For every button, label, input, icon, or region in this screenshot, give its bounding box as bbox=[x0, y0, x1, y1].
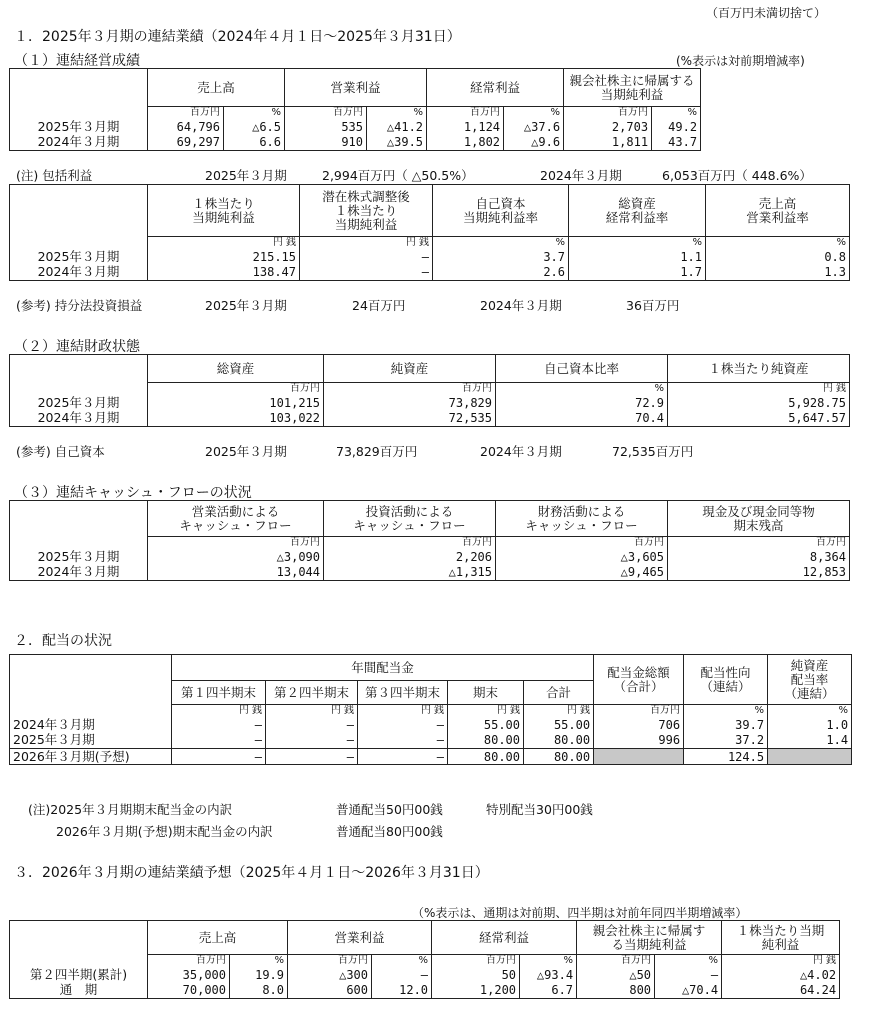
row-label: 2025年３月期 bbox=[10, 249, 148, 265]
header-line: 親会社株主に帰属する bbox=[569, 72, 695, 88]
header-line: 純資産 bbox=[790, 657, 829, 673]
column-header bbox=[148, 185, 300, 237]
row-label: 2024年３月期 bbox=[10, 265, 148, 281]
column-header bbox=[433, 185, 569, 237]
column-header bbox=[594, 655, 684, 705]
value-cell: 8.0 bbox=[230, 983, 288, 999]
value-cell: 5,647.57 bbox=[668, 411, 850, 427]
value-cell: 72.9 bbox=[496, 395, 668, 411]
header-line: 営業利益 bbox=[334, 929, 385, 945]
value-cell: △37.6 bbox=[504, 119, 564, 135]
corner-cell bbox=[10, 355, 148, 383]
column-header: 営業利益 bbox=[285, 69, 427, 107]
unit-note: （百万円未満切捨て） bbox=[706, 6, 827, 20]
header-line: 営業活動による bbox=[191, 503, 280, 519]
header-line: 配当率 bbox=[790, 671, 829, 687]
equity-method-value: 36百万円 bbox=[626, 298, 680, 313]
column-header bbox=[148, 921, 288, 955]
forecast-table bbox=[9, 920, 840, 999]
header-line: 当期純利益率 bbox=[462, 209, 538, 225]
value-cell: 1,124 bbox=[427, 119, 504, 135]
value-cell: 55.00 bbox=[448, 717, 524, 733]
unit-cell: 百万円 bbox=[324, 383, 496, 395]
per-share-table bbox=[9, 184, 850, 281]
unit-cell: % bbox=[496, 383, 668, 395]
comprehensive-income-value: 2,994百万円（ △50.5%） bbox=[322, 168, 474, 183]
value-cell: — bbox=[300, 265, 433, 281]
header-line: 期末残高 bbox=[733, 517, 784, 533]
unit-cell: 円 銭 bbox=[300, 237, 433, 249]
unit-cell: % bbox=[569, 237, 706, 249]
value-cell: 1,200 bbox=[432, 983, 520, 999]
dividend-note: 普通配当50円00銭 bbox=[336, 802, 443, 817]
column-header bbox=[569, 185, 706, 237]
value-cell: 1.7 bbox=[569, 265, 706, 281]
unit-cell: 百万円 bbox=[148, 537, 324, 549]
corner-cell bbox=[10, 185, 148, 237]
row-label: 2024年３月期 bbox=[10, 411, 148, 427]
unit-cell: % bbox=[433, 237, 569, 249]
value-cell: 55.00 bbox=[524, 717, 594, 733]
value-cell: 535 bbox=[285, 119, 367, 135]
column-header: 純資産 bbox=[324, 355, 496, 383]
cash-flow-table bbox=[9, 500, 850, 581]
value-cell: 64.24 bbox=[722, 983, 840, 999]
header-line: 財務活動による bbox=[537, 503, 626, 519]
value-cell: 49.2 bbox=[652, 119, 701, 135]
period-label: 2025年３月期 bbox=[205, 168, 287, 183]
dividend-note: 特別配当30円00銭 bbox=[486, 802, 593, 817]
row-label: 通 期 bbox=[10, 983, 148, 999]
column-header: 総資産 bbox=[148, 355, 324, 383]
corner-cell bbox=[10, 69, 148, 107]
unit-cell: 百万円 bbox=[496, 537, 668, 549]
value-cell: 2,206 bbox=[324, 549, 496, 565]
header-line: 潜在株式調整後 bbox=[322, 188, 410, 204]
label-cell bbox=[10, 537, 148, 549]
header-line: 当期純利益 bbox=[600, 86, 664, 102]
label-cell bbox=[10, 107, 148, 119]
financial-position-table bbox=[9, 354, 850, 427]
header-line: １株当たり bbox=[334, 202, 398, 218]
value-cell: 70,000 bbox=[148, 983, 230, 999]
unit-cell: % bbox=[367, 107, 427, 119]
section-1-title: １．2025年３月期の連結業績（2024年４月１日～2025年３月31日） bbox=[14, 29, 461, 45]
value-cell: 103,022 bbox=[148, 411, 324, 427]
column-header: 経常利益 bbox=[427, 69, 564, 107]
unit-cell: 円 銭 bbox=[524, 705, 594, 717]
column-header: 期末 bbox=[448, 681, 524, 705]
section-1-2-title: （２）連結財政状態 bbox=[14, 339, 140, 355]
equity-ref-label: (参考) 自己資本 bbox=[16, 444, 105, 459]
column-header bbox=[148, 501, 324, 537]
value-cell: — bbox=[358, 749, 448, 765]
unit-cell: 円 銭 bbox=[266, 705, 358, 717]
unit-cell: 百万円 bbox=[427, 107, 504, 119]
unit-cell: 百万円 bbox=[285, 107, 367, 119]
header-line: る当期純利益 bbox=[611, 936, 687, 952]
value-cell: 1,811 bbox=[564, 135, 652, 151]
unit-cell: 百万円 bbox=[577, 955, 655, 967]
value-cell: — bbox=[372, 967, 432, 983]
unit-cell: 円 銭 bbox=[668, 383, 850, 395]
header-line: １株当たり当期 bbox=[736, 922, 825, 938]
change-rate-note: (%表示は対前期増減率) bbox=[676, 54, 805, 68]
row-label: 2026年３月期(予想) bbox=[10, 749, 172, 765]
header-line: 投資活動による bbox=[365, 503, 454, 519]
equity-method-value: 24百万円 bbox=[352, 298, 406, 313]
value-cell: △41.2 bbox=[367, 119, 427, 135]
row-label: 2024年３月期 bbox=[10, 565, 148, 581]
unit-cell: 円 銭 bbox=[358, 705, 448, 717]
value-cell: 37.2 bbox=[684, 733, 768, 749]
unit-cell: % bbox=[684, 705, 768, 717]
value-cell: 800 bbox=[577, 983, 655, 999]
column-header bbox=[684, 655, 768, 705]
shaded-cell bbox=[768, 749, 852, 765]
comprehensive-income-label: (注) 包括利益 bbox=[16, 168, 93, 183]
value-cell: 2.6 bbox=[433, 265, 569, 281]
header-line: 配当金総額 bbox=[607, 664, 670, 680]
unit-cell: 百万円 bbox=[668, 537, 850, 549]
value-cell: △9,465 bbox=[496, 565, 668, 581]
equity-method-label: (参考) 持分法投資損益 bbox=[16, 298, 143, 313]
value-cell: △4.02 bbox=[722, 967, 840, 983]
column-header bbox=[432, 921, 577, 955]
header-line: 当期純利益 bbox=[334, 216, 398, 232]
column-header bbox=[768, 655, 852, 705]
dividend-note: (注)2025年３月期期末配当金の内訳 bbox=[28, 802, 233, 817]
corner-cell bbox=[10, 921, 148, 955]
corner-cell bbox=[10, 501, 148, 537]
section-3-title: ３．2026年３月期の連結業績予想（2025年４月１日～2026年３月31日） bbox=[14, 865, 489, 881]
value-cell: △3,090 bbox=[148, 549, 324, 565]
value-cell: △6.5 bbox=[224, 119, 285, 135]
unit-cell: 円 銭 bbox=[722, 955, 840, 967]
column-group-header: 年間配当金 bbox=[172, 655, 594, 681]
value-cell: 6.7 bbox=[520, 983, 577, 999]
header-line: 親会社株主に帰属す bbox=[592, 922, 706, 938]
dividend-note: 2026年３月期(予想)期末配当金の内訳 bbox=[56, 824, 273, 839]
unit-cell: 百万円 bbox=[324, 537, 496, 549]
value-cell: △70.4 bbox=[655, 983, 722, 999]
value-cell: △1,315 bbox=[324, 565, 496, 581]
unit-cell: % bbox=[504, 107, 564, 119]
column-header bbox=[722, 921, 840, 955]
value-cell: — bbox=[655, 967, 722, 983]
dividends-table bbox=[9, 654, 852, 765]
unit-cell: % bbox=[768, 705, 852, 717]
value-cell: 6.6 bbox=[224, 135, 285, 151]
value-cell: 5,928.75 bbox=[668, 395, 850, 411]
header-line: 総資産 bbox=[618, 195, 656, 211]
value-cell: 1.0 bbox=[768, 717, 852, 733]
row-label: 第２四半期(累計) bbox=[10, 967, 148, 983]
unit-cell: 百万円 bbox=[148, 107, 224, 119]
column-header: 第３四半期末 bbox=[358, 681, 448, 705]
row-label: 2025年３月期 bbox=[10, 395, 148, 411]
value-cell: △39.5 bbox=[367, 135, 427, 151]
header-line: 経常利益 bbox=[479, 929, 530, 945]
period-label: 2024年３月期 bbox=[480, 298, 562, 313]
value-cell: 138.47 bbox=[148, 265, 300, 281]
value-cell: 600 bbox=[288, 983, 372, 999]
value-cell: 72,535 bbox=[324, 411, 496, 427]
value-cell: 215.15 bbox=[148, 249, 300, 265]
value-cell: — bbox=[172, 717, 266, 733]
value-cell: 996 bbox=[594, 733, 684, 749]
header-line: キャッシュ・フロー bbox=[353, 517, 466, 533]
column-header bbox=[577, 921, 722, 955]
unit-cell: 百万円 bbox=[432, 955, 520, 967]
value-cell: △3,605 bbox=[496, 549, 668, 565]
period-label: 2025年３月期 bbox=[205, 444, 287, 459]
value-cell: 80.00 bbox=[524, 749, 594, 765]
header-line: 売上高 bbox=[198, 929, 237, 945]
period-label: 2024年３月期 bbox=[540, 168, 622, 183]
row-label: 2024年３月期 bbox=[10, 135, 148, 151]
value-cell: 2,703 bbox=[564, 119, 652, 135]
column-header: 第２四半期末 bbox=[266, 681, 358, 705]
column-header bbox=[564, 69, 701, 107]
unit-cell: 百万円 bbox=[288, 955, 372, 967]
column-header: 合計 bbox=[524, 681, 594, 705]
header-line: 売上高 bbox=[758, 195, 797, 211]
unit-cell: 百万円 bbox=[564, 107, 652, 119]
label-cell bbox=[10, 955, 148, 967]
value-cell: 39.7 bbox=[684, 717, 768, 733]
column-header bbox=[706, 185, 850, 237]
value-cell: 3.7 bbox=[433, 249, 569, 265]
unit-cell: 百万円 bbox=[148, 383, 324, 395]
dividend-note: 普通配当80円00銭 bbox=[336, 824, 443, 839]
shaded-cell bbox=[594, 749, 684, 765]
value-cell: 1,802 bbox=[427, 135, 504, 151]
value-cell: 12.0 bbox=[372, 983, 432, 999]
label-cell bbox=[10, 383, 148, 395]
header-line: （合計） bbox=[613, 678, 664, 694]
value-cell: 50 bbox=[432, 967, 520, 983]
unit-cell: 円 銭 bbox=[172, 705, 266, 717]
column-header bbox=[324, 501, 496, 537]
value-cell: 80.00 bbox=[524, 733, 594, 749]
unit-cell: 円 銭 bbox=[148, 237, 300, 249]
header-line: 営業利益率 bbox=[746, 209, 809, 225]
value-cell: — bbox=[300, 249, 433, 265]
header-line: 純利益 bbox=[761, 936, 800, 952]
value-cell: 80.00 bbox=[448, 749, 524, 765]
unit-cell: % bbox=[520, 955, 577, 967]
value-cell: 1.1 bbox=[569, 249, 706, 265]
value-cell: 0.8 bbox=[706, 249, 850, 265]
forecast-note: （%表示は、通期は対前期、四半期は対前年同四半期増減率） bbox=[412, 906, 748, 920]
header-line: （連結） bbox=[700, 678, 751, 694]
period-label: 2024年３月期 bbox=[480, 444, 562, 459]
label-cell bbox=[10, 705, 172, 717]
value-cell: 8,364 bbox=[668, 549, 850, 565]
value-cell: 706 bbox=[594, 717, 684, 733]
value-cell: — bbox=[358, 717, 448, 733]
header-line: 経常利益率 bbox=[605, 209, 669, 225]
unit-cell: % bbox=[230, 955, 288, 967]
section-1-3-title: （３）連結キャッシュ・フローの状況 bbox=[14, 485, 252, 501]
section-2-title: ２．配当の状況 bbox=[14, 633, 112, 649]
value-cell: 1.4 bbox=[768, 733, 852, 749]
value-cell: 124.5 bbox=[684, 749, 768, 765]
value-cell: △50 bbox=[577, 967, 655, 983]
section-1-1-title: （１）連結経営成績 bbox=[14, 53, 140, 69]
column-header bbox=[300, 185, 433, 237]
column-header: 自己資本比率 bbox=[496, 355, 668, 383]
header-line: 配当性向 bbox=[700, 664, 751, 680]
value-cell: 1.3 bbox=[706, 265, 850, 281]
column-header bbox=[668, 501, 850, 537]
value-cell: 910 bbox=[285, 135, 367, 151]
value-cell: — bbox=[266, 749, 358, 765]
column-header: 第１四半期末 bbox=[172, 681, 266, 705]
value-cell: △300 bbox=[288, 967, 372, 983]
row-label: 2025年３月期 bbox=[10, 549, 148, 565]
header-line: （連結） bbox=[784, 685, 835, 701]
row-label: 2025年３月期 bbox=[10, 733, 172, 749]
unit-cell: % bbox=[655, 955, 722, 967]
value-cell: — bbox=[358, 733, 448, 749]
unit-cell: 円 銭 bbox=[448, 705, 524, 717]
value-cell: 73,829 bbox=[324, 395, 496, 411]
unit-cell: 百万円 bbox=[594, 705, 684, 717]
value-cell: — bbox=[172, 749, 266, 765]
comprehensive-income-value: 6,053百万円（ 448.6%） bbox=[662, 168, 812, 183]
header-line: 当期純利益 bbox=[192, 209, 255, 225]
row-label: 2024年３月期 bbox=[10, 717, 172, 733]
value-cell: 35,000 bbox=[148, 967, 230, 983]
header-line: 自己資本 bbox=[475, 195, 526, 211]
equity-ref-value: 73,829百万円 bbox=[336, 444, 418, 459]
label-cell bbox=[10, 237, 148, 249]
value-cell: △9.6 bbox=[504, 135, 564, 151]
value-cell: 64,796 bbox=[148, 119, 224, 135]
value-cell: 13,044 bbox=[148, 565, 324, 581]
header-line: キャッシュ・フロー bbox=[525, 517, 638, 533]
corner-cell bbox=[10, 655, 172, 705]
value-cell: — bbox=[266, 717, 358, 733]
header-line: 現金及び現金同等物 bbox=[702, 503, 815, 519]
value-cell: 69,297 bbox=[148, 135, 224, 151]
value-cell: 43.7 bbox=[652, 135, 701, 151]
value-cell: 12,853 bbox=[668, 565, 850, 581]
unit-cell: % bbox=[652, 107, 701, 119]
header-line: １株当たり bbox=[192, 195, 255, 211]
value-cell: 80.00 bbox=[448, 733, 524, 749]
unit-cell: % bbox=[372, 955, 432, 967]
column-header bbox=[288, 921, 432, 955]
unit-cell: 百万円 bbox=[148, 955, 230, 967]
row-label: 2025年３月期 bbox=[10, 119, 148, 135]
column-header: １株当たり純資産 bbox=[668, 355, 850, 383]
column-header: 売上高 bbox=[148, 69, 285, 107]
unit-cell: % bbox=[706, 237, 850, 249]
unit-cell: % bbox=[224, 107, 285, 119]
value-cell: — bbox=[266, 733, 358, 749]
header-line: キャッシュ・フロー bbox=[179, 517, 292, 533]
value-cell: 19.9 bbox=[230, 967, 288, 983]
value-cell: 101,215 bbox=[148, 395, 324, 411]
equity-ref-value: 72,535百万円 bbox=[612, 444, 694, 459]
results-table bbox=[9, 68, 701, 151]
value-cell: △93.4 bbox=[520, 967, 577, 983]
value-cell: — bbox=[172, 733, 266, 749]
value-cell: 70.4 bbox=[496, 411, 668, 427]
column-header bbox=[496, 501, 668, 537]
period-label: 2025年３月期 bbox=[205, 298, 287, 313]
